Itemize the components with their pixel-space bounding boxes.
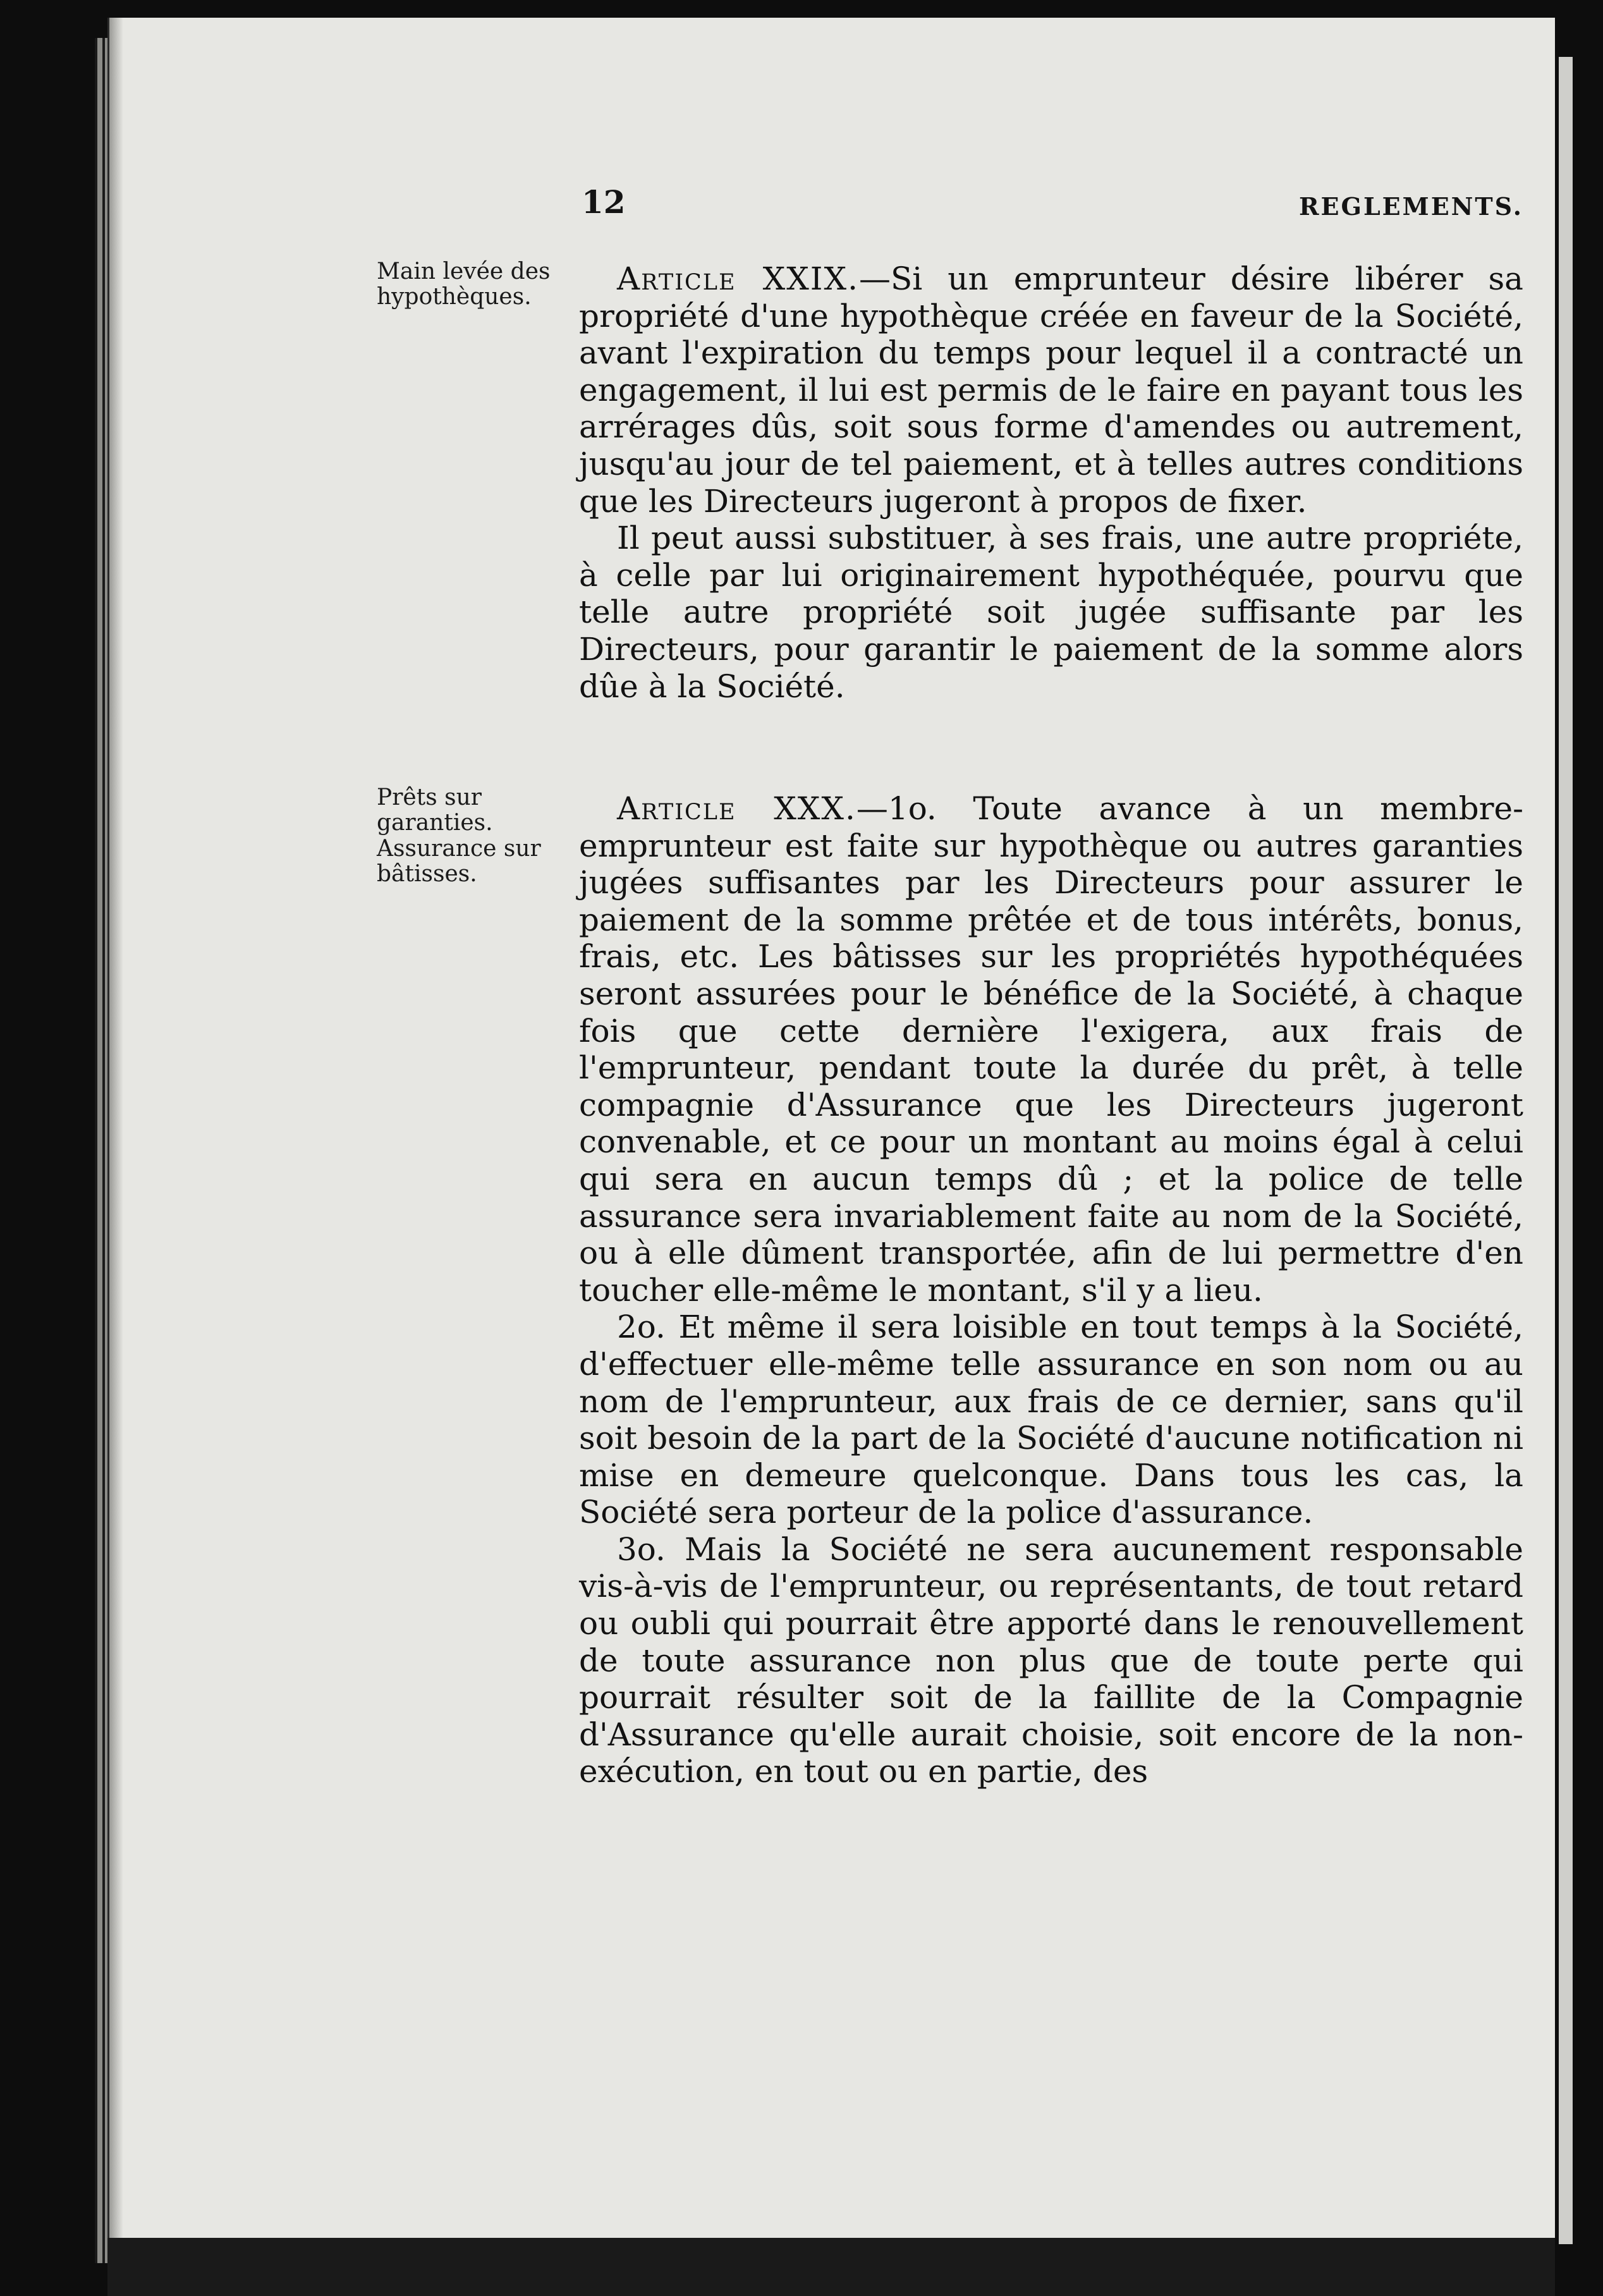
page-number: 12 (582, 183, 626, 221)
article-29-heading: Article XXIX. (617, 260, 860, 297)
article-29-para-1 (579, 260, 1523, 520)
fore-edge (1555, 0, 1603, 2296)
page-gutter-shadow (109, 18, 123, 2268)
next-page-strip (1559, 57, 1573, 2244)
article-30-heading: Article XXX. (617, 790, 856, 827)
bottom-edge (107, 2238, 1555, 2296)
article-30-para-2: 2o. Et même il sera loisible en tout temps à la Société, d'effectuer elle-même telle assurance en son nom ou au nom de l'emprunteur, aux frais de ce dernier, sans qu'il soit besoin de la part de la Société d'aucune notification ni mise en demeure quelconque. Dans tous les cas, la Société sera porteur de la police d'assurance. (579, 1309, 1523, 1531)
page-header (582, 183, 1523, 228)
article-30-text-1: —1o. Toute avance à un membre-emprunteur est faite sur hypothèque ou autres garanties jugées suffisantes par les Directeurs pour assurer le paiement de la somme prêtée et de tous intérêts, bonus, frais, etc. Les bâtisses sur les propriétés hypothéquées seront assurées pour le bénéfice de la Société, à chaque fois que cette dernière l'exigera, aux frais de l'emprunteur, pendant toute la durée du prêt, à telle compagnie d'Assurance que les Directeurs jugeront convenable, et ce pour un montant au moins égal à celui qui sera en aucun temps dû ; et la police de telle assurance sera invariablement faite au nom de la Société, ou à elle dûment transportée, afin de lui permettre d'en toucher elle-même le montant, s'il y a lieu. (579, 790, 1523, 1309)
margin-note-main-levee: Main levée des hypothèques. (377, 259, 551, 310)
article-30-para-3: 3o. Mais la Société ne sera aucunement responsable vis-à-vis de l'emprunteur, ou représentants, de tout retard ou oubli qui pourrait être apporté dans le renouvellement de toute assurance non plus que de toute perte qui pourrait résulter soit de la faillite de la Compagnie d'Assurance qu'elle aurait choisie, soit encore de la non-exécution, en tout ou en partie, des (579, 1530, 1523, 1790)
margin-note-prets: Prêts sur garanties. Assurance sur bâtisses. (377, 785, 541, 887)
article-29-text-1: —Si un emprunteur désire libérer sa propriété d'une hypothèque créée en faveur de la Société, avant l'expiration du temps pour lequel il a contracté un engagement, il lui est permis de le faire en payant tous les arrérages dûs, soit sous forme d'amendes ou autrement, jusqu'au jour de tel paiement, et à telles autres conditions que les Directeurs jugeront à propos de fixer. (579, 260, 1523, 520)
article-29 (579, 260, 1523, 705)
article-30 (579, 790, 1523, 1790)
running-head: REGLEMENTS. (1298, 192, 1523, 221)
article-29-para-2: Il peut aussi substituer, à ses frais, une autre propriéte, à celle par lui originairement hypothéquée, pourvu que telle autre propriété soit jugée suffisante par les Directeurs, pour garantir le paiement de la somme alors dûe à la Société. (579, 520, 1523, 705)
article-30-para-1 (579, 790, 1523, 1309)
